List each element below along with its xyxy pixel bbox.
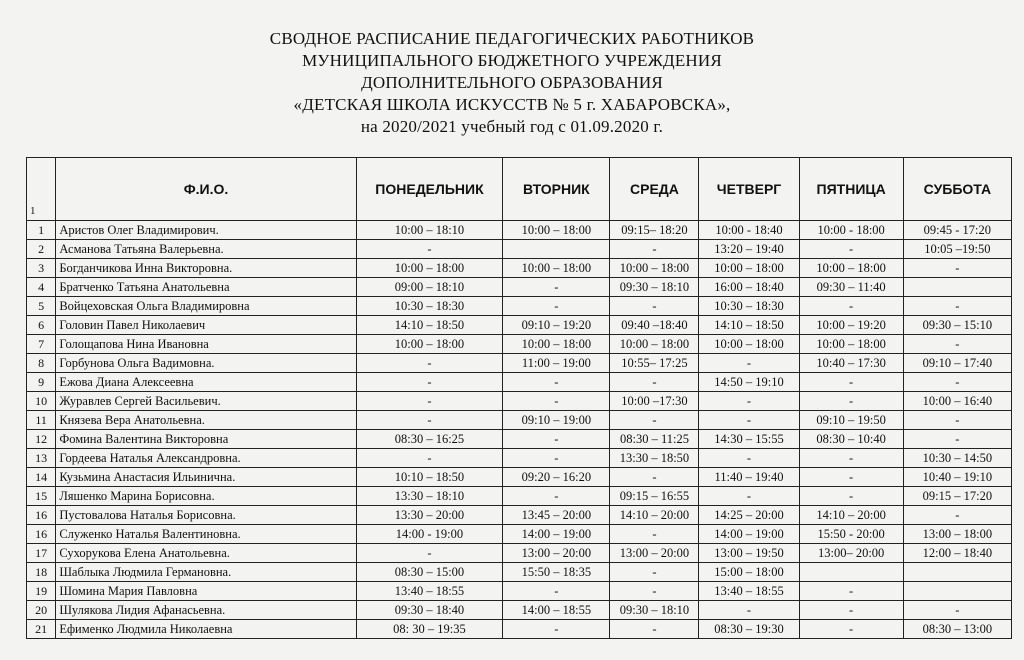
time-cell: - — [610, 373, 699, 392]
teacher-name: Головин Павел Николаевич — [56, 316, 356, 335]
time-cell: 14:00 – 19:00 — [699, 525, 799, 544]
time-cell: 15:00 – 18:00 — [699, 563, 799, 582]
time-cell: - — [799, 297, 903, 316]
time-cell: 10:00 - 18:00 — [799, 221, 903, 240]
row-number: 21 — [27, 620, 56, 639]
teacher-name: Журавлев Сергей Васильевич. — [56, 392, 356, 411]
time-cell: 08:30 – 13:00 — [903, 620, 1011, 639]
row-number: 1 — [27, 221, 56, 240]
time-cell: 13:20 – 19:40 — [699, 240, 799, 259]
teacher-name: Асманова Татьяна Валерьевна. — [56, 240, 356, 259]
row-number: 13 — [27, 449, 56, 468]
table-row — [27, 259, 1012, 278]
title-line: «ДЕТСКАЯ ШКОЛА ИСКУССТВ № 5 г. ХАБАРОВСКА», — [293, 95, 731, 114]
time-cell: 09:30 – 18:40 — [356, 601, 503, 620]
time-cell: 10:05 –19:50 — [903, 240, 1011, 259]
row-number: 9 — [27, 373, 56, 392]
time-cell: 10:00 – 18:00 — [799, 335, 903, 354]
time-cell: 08:30 – 10:40 — [799, 430, 903, 449]
time-cell: 09:00 – 18:10 — [356, 278, 503, 297]
time-cell: 15:50 – 18:35 — [503, 563, 610, 582]
row-number: 15 — [27, 487, 56, 506]
time-cell: 14:30 – 15:55 — [699, 430, 799, 449]
time-cell: - — [799, 468, 903, 487]
time-cell: - — [903, 373, 1011, 392]
teacher-name: Голощапова Нина Ивановна — [56, 335, 356, 354]
time-cell: - — [903, 506, 1011, 525]
row-number: 17 — [27, 544, 56, 563]
row-number: 19 — [27, 582, 56, 601]
time-cell: 10:40 – 19:10 — [903, 468, 1011, 487]
time-cell: - — [799, 601, 903, 620]
table-row — [27, 544, 1012, 563]
time-cell: 10:00 – 18:00 — [356, 335, 503, 354]
time-cell: 10:30 – 18:30 — [356, 297, 503, 316]
time-cell: - — [356, 392, 503, 411]
time-cell: 13:40 – 18:55 — [356, 582, 503, 601]
time-cell: 09:40 –18:40 — [610, 316, 699, 335]
time-cell: 08:30 – 11:25 — [610, 430, 699, 449]
teacher-name: Шаблыка Людмила Германовна. — [56, 563, 356, 582]
time-cell: 13:30 – 18:50 — [610, 449, 699, 468]
table-row — [27, 297, 1012, 316]
time-cell: - — [699, 392, 799, 411]
title-line: ДОПОЛНИТЕЛЬНОГО ОБРАЗОВАНИЯ — [361, 73, 663, 92]
teacher-name: Кузьмина Анастасия Ильинична. — [56, 468, 356, 487]
time-cell: 15:50 - 20:00 — [799, 525, 903, 544]
time-cell: 13:00 – 20:00 — [503, 544, 610, 563]
teacher-name: Пустовалова Наталья Борисовна. — [56, 506, 356, 525]
teacher-name: Служенко Наталья Валентиновна. — [56, 525, 356, 544]
teacher-name: Ляшенко Марина Борисовна. — [56, 487, 356, 506]
teacher-name: Шулякова Лидия Афанасьевна. — [56, 601, 356, 620]
time-cell: 09:45 - 17:20 — [903, 221, 1011, 240]
time-cell: 10:40 – 17:30 — [799, 354, 903, 373]
row-number: 20 — [27, 601, 56, 620]
time-cell: - — [903, 411, 1011, 430]
time-cell: - — [356, 373, 503, 392]
time-cell: - — [503, 392, 610, 411]
time-cell: 14:25 – 20:00 — [699, 506, 799, 525]
title-line: МУНИЦИПАЛЬНОГО БЮДЖЕТНОГО УЧРЕЖДЕНИЯ — [302, 51, 722, 70]
time-cell: 10:00 – 18:00 — [699, 259, 799, 278]
time-cell: 12:00 – 18:40 — [903, 544, 1011, 563]
teacher-name: Гордеева Наталья Александровна. — [56, 449, 356, 468]
table-row — [27, 411, 1012, 430]
schedule-table — [26, 157, 1012, 639]
time-cell: - — [503, 373, 610, 392]
teacher-name: Аристов Олег Владимирович. — [56, 221, 356, 240]
time-cell: 09:15 – 16:55 — [610, 487, 699, 506]
time-cell: 13:30 – 20:00 — [356, 506, 503, 525]
table-row — [27, 392, 1012, 411]
teacher-name: Войцеховская Ольга Владимировна — [56, 297, 356, 316]
table-row — [27, 316, 1012, 335]
time-cell: 08: 30 – 19:35 — [356, 620, 503, 639]
row-number: 18 — [27, 563, 56, 582]
time-cell: - — [699, 411, 799, 430]
time-cell: 08:30 – 15:00 — [356, 563, 503, 582]
time-cell: 10:00 – 18:00 — [503, 335, 610, 354]
time-cell: - — [799, 373, 903, 392]
table-row — [27, 468, 1012, 487]
time-cell: 09:30 – 11:40 — [799, 278, 903, 297]
time-cell: - — [699, 354, 799, 373]
time-cell: - — [610, 240, 699, 259]
table-row — [27, 354, 1012, 373]
time-cell: 10:00 – 18:00 — [356, 259, 503, 278]
time-cell: 14:00 – 19:00 — [503, 525, 610, 544]
time-cell: 11:00 – 19:00 — [503, 354, 610, 373]
time-cell: 08:30 – 19:30 — [699, 620, 799, 639]
table-row — [27, 221, 1012, 240]
header-number: 1 — [27, 158, 56, 221]
row-number: 10 — [27, 392, 56, 411]
time-cell: - — [503, 582, 610, 601]
table-row — [27, 373, 1012, 392]
time-cell: - — [699, 601, 799, 620]
time-cell: - — [503, 620, 610, 639]
time-cell: 13:00 – 19:50 — [699, 544, 799, 563]
time-cell: 13:40 – 18:55 — [699, 582, 799, 601]
time-cell: 10:00 –17:30 — [610, 392, 699, 411]
time-cell: 14:10 – 20:00 — [610, 506, 699, 525]
document-title — [0, 28, 1024, 138]
time-cell: 09:30 – 15:10 — [903, 316, 1011, 335]
time-cell: 09:10 – 19:00 — [503, 411, 610, 430]
time-cell: 09:15 – 17:20 — [903, 487, 1011, 506]
time-cell: - — [503, 430, 610, 449]
title-line: на 2020/2021 учебный год с 01.09.2020 г. — [360, 117, 664, 136]
time-cell: - — [610, 582, 699, 601]
title-line: СВОДНОЕ РАСПИСАНИЕ ПЕДАГОГИЧЕСКИХ РАБОТНИКОВ — [269, 29, 755, 48]
time-cell: 13:00 – 20:00 — [610, 544, 699, 563]
teacher-name: Фомина Валентина Викторовна — [56, 430, 356, 449]
time-cell: 14:10 – 18:50 — [356, 316, 503, 335]
time-cell: 10:10 – 18:50 — [356, 468, 503, 487]
table-row — [27, 525, 1012, 544]
header-day: СРЕДА — [610, 158, 699, 221]
time-cell — [503, 240, 610, 259]
time-cell: - — [903, 430, 1011, 449]
teacher-name: Горбунова Ольга Вадимовна. — [56, 354, 356, 373]
header-day: СУББОТА — [903, 158, 1011, 221]
time-cell: 16:00 – 18:40 — [699, 278, 799, 297]
time-cell: 08:30 – 16:25 — [356, 430, 503, 449]
time-cell: 11:40 – 19:40 — [699, 468, 799, 487]
time-cell: 09:10 – 19:20 — [503, 316, 610, 335]
time-cell — [903, 582, 1011, 601]
time-cell: 13:30 – 18:10 — [356, 487, 503, 506]
teacher-name: Братченко Татьяна Анатольевна — [56, 278, 356, 297]
time-cell: 14:10 – 18:50 — [699, 316, 799, 335]
time-cell: - — [356, 411, 503, 430]
time-cell: - — [903, 601, 1011, 620]
table-row — [27, 563, 1012, 582]
table-row — [27, 487, 1012, 506]
row-number: 5 — [27, 297, 56, 316]
time-cell: 14:50 – 19:10 — [699, 373, 799, 392]
time-cell: 14:10 – 20:00 — [799, 506, 903, 525]
time-cell — [903, 278, 1011, 297]
time-cell: - — [610, 411, 699, 430]
time-cell: - — [610, 620, 699, 639]
time-cell: 10:00 - 18:40 — [699, 221, 799, 240]
table-row — [27, 620, 1012, 639]
row-number: 6 — [27, 316, 56, 335]
teacher-name: Богданчикова Инна Викторовна. — [56, 259, 356, 278]
header-day: ЧЕТВЕРГ — [699, 158, 799, 221]
table-row — [27, 240, 1012, 259]
time-cell: - — [699, 449, 799, 468]
teacher-name: Ефименко Людмила Николаевна — [56, 620, 356, 639]
time-cell: - — [799, 392, 903, 411]
row-number: 8 — [27, 354, 56, 373]
table-row — [27, 582, 1012, 601]
time-cell: 10:00 – 18:00 — [799, 259, 903, 278]
time-cell: - — [903, 297, 1011, 316]
teacher-name: Сухорукова Елена Анатольевна. — [56, 544, 356, 563]
time-cell: 10:00 – 18:00 — [503, 259, 610, 278]
table-row — [27, 335, 1012, 354]
time-cell — [903, 563, 1011, 582]
row-number: 3 — [27, 259, 56, 278]
time-cell: - — [503, 297, 610, 316]
row-number: 11 — [27, 411, 56, 430]
time-cell: 10:00 – 18:00 — [610, 259, 699, 278]
time-cell: - — [799, 487, 903, 506]
time-cell: 09:10 – 19:50 — [799, 411, 903, 430]
time-cell: 09:10 – 17:40 — [903, 354, 1011, 373]
header-day: ПОНЕДЕЛЬНИК — [356, 158, 503, 221]
time-cell — [799, 563, 903, 582]
table-row — [27, 430, 1012, 449]
schedule-body — [27, 221, 1012, 639]
row-number: 7 — [27, 335, 56, 354]
time-cell: 09:20 – 16:20 — [503, 468, 610, 487]
time-cell: - — [610, 525, 699, 544]
row-number: 12 — [27, 430, 56, 449]
time-cell: 10:00 – 18:00 — [503, 221, 610, 240]
time-cell: - — [903, 259, 1011, 278]
table-row — [27, 601, 1012, 620]
time-cell: - — [610, 297, 699, 316]
time-cell: - — [503, 449, 610, 468]
time-cell: - — [799, 449, 903, 468]
time-cell: - — [799, 582, 903, 601]
time-cell: - — [799, 620, 903, 639]
time-cell: - — [356, 354, 503, 373]
time-cell: - — [503, 278, 610, 297]
time-cell: 10:00 – 18:00 — [699, 335, 799, 354]
time-cell: 10:30 – 14:50 — [903, 449, 1011, 468]
time-cell: - — [699, 487, 799, 506]
time-cell: - — [503, 487, 610, 506]
row-number: 4 — [27, 278, 56, 297]
time-cell: - — [799, 240, 903, 259]
header-row — [27, 158, 1012, 221]
time-cell: 09:30 – 18:10 — [610, 278, 699, 297]
time-cell: - — [610, 563, 699, 582]
time-cell: 09:30 – 18:10 — [610, 601, 699, 620]
teacher-name: Князева Вера Анатольевна. — [56, 411, 356, 430]
time-cell: - — [356, 449, 503, 468]
time-cell: 13:00 – 18:00 — [903, 525, 1011, 544]
time-cell: 10:00 – 19:20 — [799, 316, 903, 335]
table-row — [27, 278, 1012, 297]
time-cell: 10:00 – 18:10 — [356, 221, 503, 240]
time-cell: 13:00– 20:00 — [799, 544, 903, 563]
time-cell: 14:00 - 19:00 — [356, 525, 503, 544]
row-number: 14 — [27, 468, 56, 487]
header-day: ВТОРНИК — [503, 158, 610, 221]
time-cell: 10:55– 17:25 — [610, 354, 699, 373]
time-cell: 09:15– 18:20 — [610, 221, 699, 240]
time-cell: 10:00 – 16:40 — [903, 392, 1011, 411]
time-cell: 10:00 – 18:00 — [610, 335, 699, 354]
row-number: 16 — [27, 525, 56, 544]
time-cell: - — [610, 468, 699, 487]
time-cell: 13:45 – 20:00 — [503, 506, 610, 525]
time-cell: - — [356, 544, 503, 563]
time-cell: - — [356, 240, 503, 259]
teacher-name: Ежова Диана Алексеевна — [56, 373, 356, 392]
teacher-name: Шомина Мария Павловна — [56, 582, 356, 601]
row-number: 16 — [27, 506, 56, 525]
row-number: 2 — [27, 240, 56, 259]
header-day: ПЯТНИЦА — [799, 158, 903, 221]
table-row — [27, 449, 1012, 468]
time-cell: - — [903, 335, 1011, 354]
header-name: Ф.И.О. — [56, 158, 356, 221]
time-cell: 10:30 – 18:30 — [699, 297, 799, 316]
time-cell: 14:00 – 18:55 — [503, 601, 610, 620]
table-row — [27, 506, 1012, 525]
